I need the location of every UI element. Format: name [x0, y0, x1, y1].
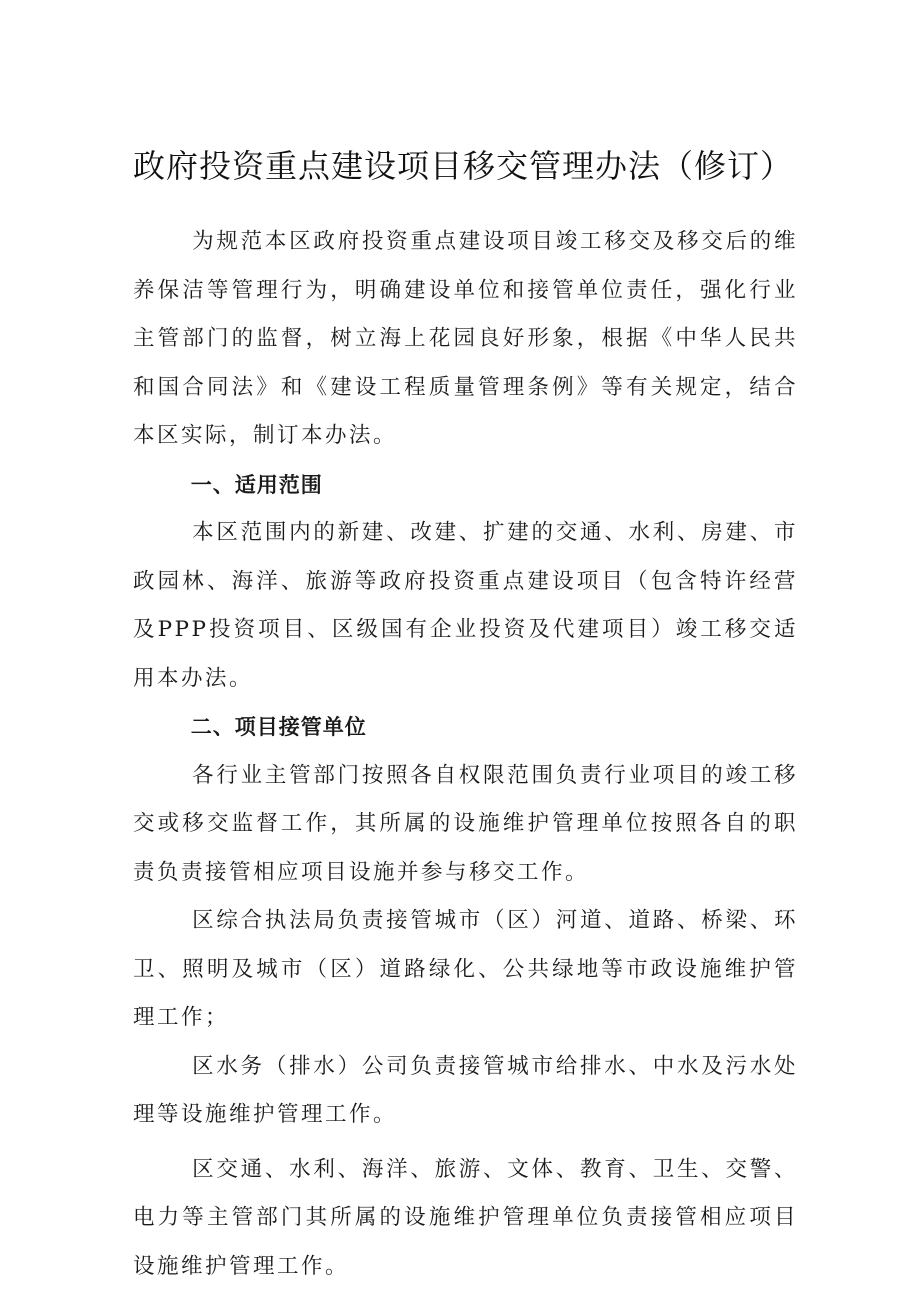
scope-paragraph: 本区范围内的新建、改建、扩建的交通、水利、房建、市政园林、海洋、旅游等政府投资重点建设项目（包含特许经营及PPP投资项目、区级国有企业投资及代建项目）竣工移交适用本办法。 — [133, 520, 798, 691]
document-body — [133, 218, 798, 1291]
receiving-units-paragraph: 区水务（排水）公司负责接管城市给排水、中水及污水处理等设施维护管理工作。 — [133, 1053, 798, 1127]
receiving-units-paragraph: 区综合执法局负责接管城市（区）河道、道路、桥梁、环卫、照明及城市（区）道路绿化、公共绿地等市政设施维护管理工作； — [133, 908, 798, 1030]
intro-paragraph: 为规范本区政府投资重点建设项目竣工移交及移交后的维养保洁等管理行为，明确建设单位和接管单位责任，强化行业主管部门的监督，树立海上花园良好形象，根据《中华人民共和国合同法》和《建设工程质量管理条例》等有关规定，结合本区实际，制订本办法。 — [133, 229, 798, 448]
receiving-units-paragraph: 区交通、水利、海洋、旅游、文体、教育、卫生、交警、电力等主管部门其所属的设施维护管理单位负责接管相应项目设施维护管理工作。 — [133, 1156, 798, 1279]
section-heading-receiving-units: 二、项目接管单位 — [190, 715, 367, 739]
section-heading-scope: 一、适用范围 — [190, 472, 323, 497]
receiving-units-paragraph: 各行业主管部门按照各自权限范围负责行业项目的竣工移交或移交监督工作，其所属的设施维护管理单位按照各自的职责负责接管相应项目设施并参与移交工作。 — [133, 762, 798, 885]
document-title: 政府投资重点建设项目移交管理办法（修订） — [133, 147, 794, 185]
